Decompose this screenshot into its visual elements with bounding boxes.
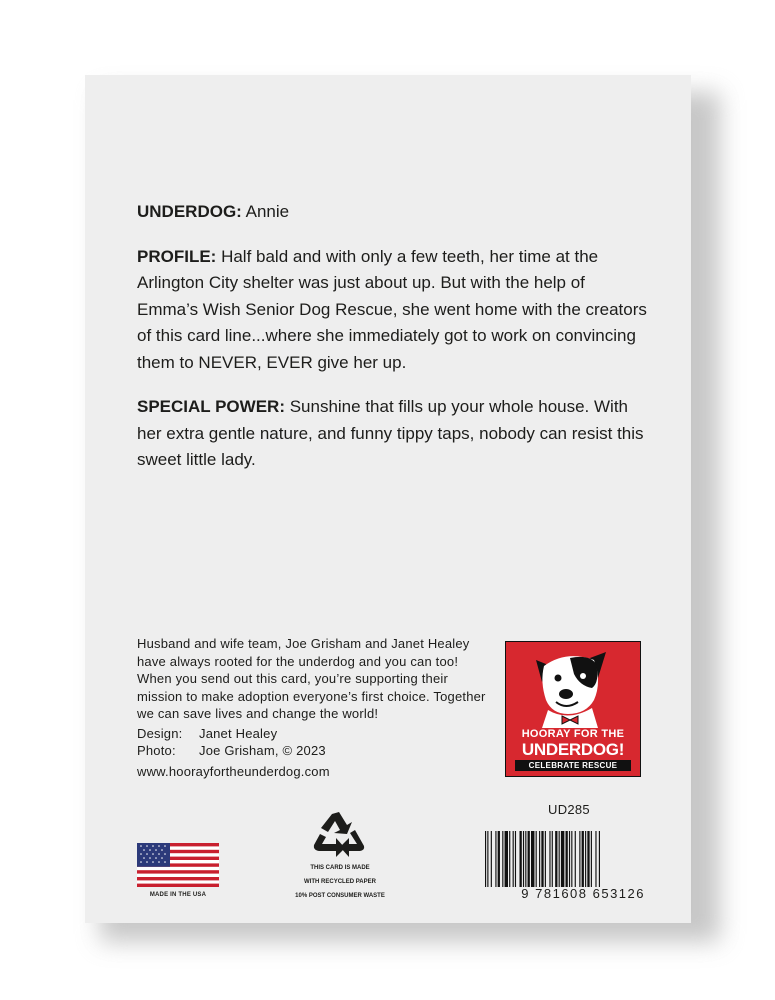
sku-code: UD285 xyxy=(548,802,590,817)
hooray-logo xyxy=(505,641,641,777)
logo-line-1: HOORAY FOR THE xyxy=(521,728,625,740)
credits xyxy=(137,725,497,760)
design-value: Janet Healey xyxy=(199,725,278,741)
bio-line-2: When you send out this card, you’re supporting their mission to make adoption everyone’s first choice. Together we can save lives and change the world! xyxy=(137,671,486,721)
dog-icon xyxy=(506,642,642,732)
website-link[interactable]: www.hoorayfortheunderdog.com xyxy=(137,763,330,779)
made-in-usa-label: MADE IN THE USA xyxy=(149,892,207,898)
card-back xyxy=(85,75,691,923)
recycle-icon xyxy=(311,810,367,858)
dog-profile xyxy=(137,199,647,492)
us-flag-icon xyxy=(137,843,219,887)
bio-line-1: Husband and wife team, Joe Grisham and Janet Healey have always rooted for the underdog and you can too! xyxy=(137,636,470,669)
design-label: Design: xyxy=(137,725,183,741)
creator-bio xyxy=(137,635,497,780)
isbn-number: 9 781608 653126 xyxy=(521,886,645,901)
logo-line-2: UNDERDOG! xyxy=(521,740,625,759)
photo-value: Joe Grisham, © 2023 xyxy=(199,743,326,758)
underdog-line: UNDERDOG: Annie xyxy=(137,202,290,221)
recycle-statement: THIS CARD IS MADE WITH RECYCLED PAPER 10% POST CONSUMER WASTE xyxy=(295,865,385,899)
profile-paragraph: PROFILE: Half bald and with only a few teeth, her time at the Arlington City shelter was just about up. But with the help of Emma’s Wish Senior Dog Rescue, she went home with the creators of this card line...where she immediately got to work on convincing them to NEVER, EVER give her up. xyxy=(137,246,647,372)
photo-label: Photo: xyxy=(137,743,176,758)
special-power-paragraph: SPECIAL POWER: Sunshine that fills up your whole house. With her extra gentle nature, and funny tippy taps, nobody can resist this sweet little lady. xyxy=(137,397,644,469)
barcode xyxy=(485,831,647,887)
logo-line-3: CELEBRATE RESCUE xyxy=(515,760,631,771)
